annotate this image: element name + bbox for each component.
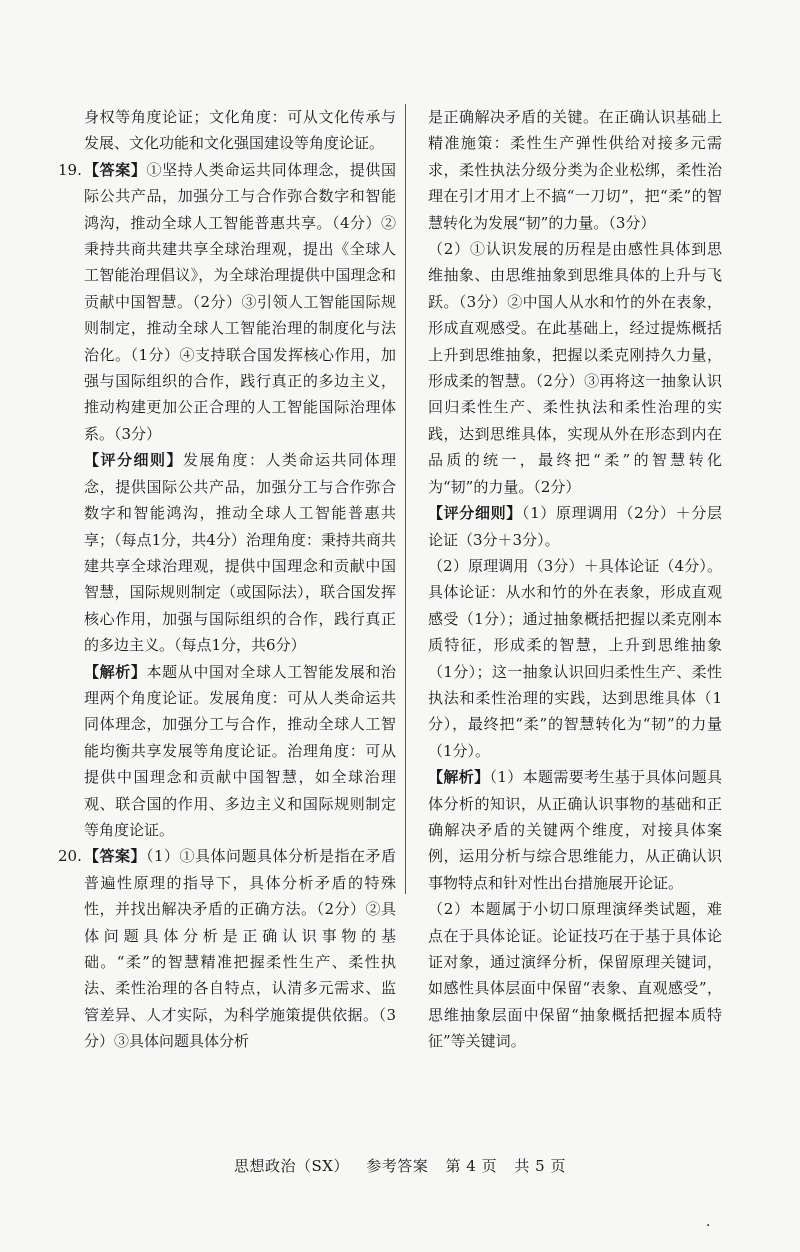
analysis-paragraph-1 xyxy=(428,764,722,896)
question-number: 20. xyxy=(58,847,82,866)
corner-mark: · xyxy=(706,1218,711,1234)
answer-text: （1）①具体问题具体分析是指在矛盾普遍性原理的指导下，具体分析矛盾的特殊性，并找出解决矛盾的正确方法。（2分）②具体问题具体分析是正确认识事物的基础。“柔”的智慧精准把握柔性生产、柔性执法、柔性治理的各自特点，认清多元需求、监管差异、人才实际，为科学施策提供依据。（3分）③具体问题具体分析 xyxy=(84,847,396,1051)
analysis-text: 本题从中国对全球人工智能发展和治理两个角度论证。发展角度：可从人类命运共同体理念，加强分工与合作，推动全球人工智能均衡共享发展等角度论证。治理角度：可从提供中国理念和贡献中国智慧，如全球治理观、联合国的作用、多边主义和国际规则制定等角度论证。 xyxy=(84,662,396,839)
rubric-tag: 【评分细则】 xyxy=(428,504,522,523)
analysis-tag: 【解析】 xyxy=(428,768,490,787)
rubric-tag: 【评分细则】 xyxy=(84,451,183,470)
rubric-paragraph-2: （2）原理调用（3分）＋具体论证（4分）。具体论证：从水和竹的外在表象，形成直观感受（1分）；通过抽象概括把握以柔克刚本质特征，形成柔的智慧，上升到思维抽象（1分）；这一抽象认识回归柔性生产、柔性执法和柔性治理的实践，达到思维具体（1分），最终把“柔”的智慧转化为“韧”的力量（1分）。 xyxy=(428,556,722,760)
right-column xyxy=(428,104,722,1055)
analysis-text-1: （1）本题需要考生基于具体问题具体分析的知识，从正确认识事物的基础和正确解决矛盾的关键两个维度，对接具体案例，运用分析与综合思维能力，从正确认识事物特点和针对性出台措施展开论证。 xyxy=(428,768,722,892)
page-footer xyxy=(0,1155,800,1176)
footer-label: 参考答案 xyxy=(366,1157,429,1175)
answer-tag: 【答案】 xyxy=(84,847,146,866)
answer-text: ①坚持人类命运共同体理念，提供国际公共产品，加强分工与合作弥合数字和智能鸿沟，推动全球人工智能普惠共享。（4分）②秉持共商共建共享全球治理观，提出《全球人工智能治理倡议》，为全球治理提供中国理念和贡献中国智慧。（2分）③引领人工智能国际规则制定，推动全球人工智能治理的制度化与法治化。（1分）④支持联合国发挥核心作用，加强与国际组织的合作，践行真正的多边主义，推动构建更加公正合理的人工智能国际治理体系。（3分） xyxy=(84,160,396,443)
answer-tag: 【答案】 xyxy=(84,160,147,179)
footer-page: 第 4 页 xyxy=(445,1157,498,1175)
column-divider xyxy=(405,104,406,894)
rubric-text: 发展角度：人类命运共同体理念，提供国际公共产品，加强分工与合作弥合数字和智能鸿沟，推动全球人工智能普惠共享；（每点1分，共4分）治理角度：秉持共商共建共享全球治理观，提供中国理念和贡献中国智慧，国际规则制定（或国际法），联合国发挥核心作用，加强与国际组织的合作，践行真正的多边主义。（每点1分，共6分） xyxy=(84,451,396,655)
answer-paragraph xyxy=(84,157,396,447)
analysis-paragraph xyxy=(84,659,396,844)
question-20 xyxy=(58,843,396,1054)
continued-answer-2: （2）①认识发展的历程是由感性具体到思维抽象、由思维抽象到思维具体的上升与飞跃。（3分）②中国人从水和竹的外在表象，形成直观感受。在此基础上，经过提炼概括上升到思维抽象，把握以柔克刚持久力量，形成柔的智慧。（2分）③再将这一抽象认识回归柔性生产、柔性执法和柔性治理的实践，达到思维具体，实现从外在形态到内在品质的统一，最终把“柔”的智慧转化为“韧”的力量。（2分） xyxy=(428,240,722,496)
rubric-paragraph-1 xyxy=(428,500,722,553)
continued-text: 身权等角度论证；文化角度：可从文化传承与发展、文化功能和文化强国建设等角度论证。 xyxy=(84,108,396,153)
footer-total: 共 5 页 xyxy=(514,1157,566,1175)
question-19 xyxy=(58,157,396,844)
analysis-paragraph-2: （2）本题属于小切口原理演绎类试题，难点在于具体论证。论证技巧在于基于具体论证对象，通过演绎分析，保留原理关键词，如感性具体层面中保留“表象、直观感受”，思维抽象层面中保留“抽象概括把握本质特征”等关键词。 xyxy=(428,900,722,1051)
left-column xyxy=(58,104,396,1055)
answer-paragraph xyxy=(84,843,396,1054)
analysis-tag: 【解析】 xyxy=(84,662,147,681)
rubric-text-1: （1）原理调用（2分）＋分层论证（3分＋3分）。 xyxy=(428,504,722,549)
continued-answer-1: 是正确解决矛盾的关键。在正确认识基础上精准施策：柔性生产弹性供给对接多元需求，柔性执法分级分类为企业松绑，柔性治理在引才用才上不搞“一刀切”，把“柔”的智慧转化为发展“韧”的力量。（3分） xyxy=(428,108,722,232)
question-number: 19. xyxy=(58,160,82,179)
footer-subject: 思想政治（SX） xyxy=(233,1157,349,1175)
rubric-paragraph xyxy=(84,447,396,658)
